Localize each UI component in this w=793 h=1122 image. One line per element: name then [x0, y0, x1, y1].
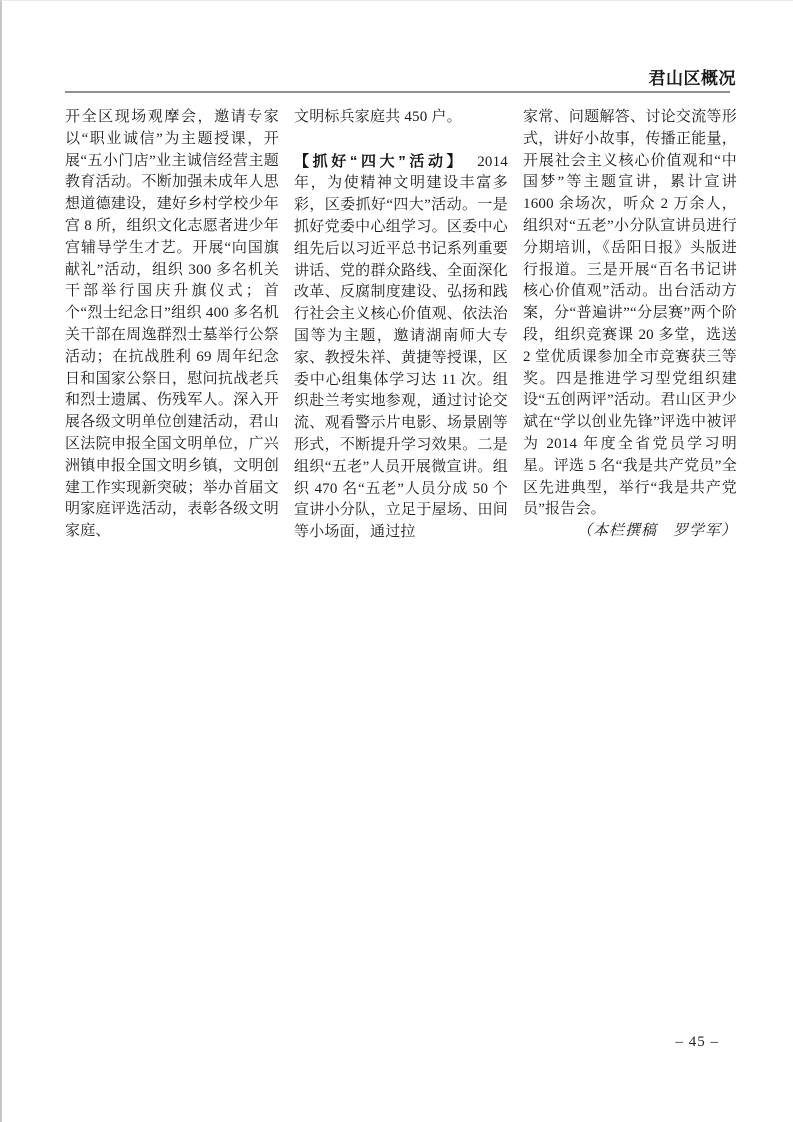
column-1-paragraph: 开全区现场观摩会，邀请专家以“职业诚信”为主题授课，开展“五小门店”业主诚信经营主题教育活动。不断加强未成年人思想道德建设，建好乡村学校少年宫 8 所，组织文化志愿者进少年宫辅导学生才艺。开展“向国旗献礼”活动，组织 300 多名机关干部举行国庆升旗仪式；首个“烈士纪念日”组织 400 多名机关干部在周逸群烈士墓举行公祭活动；在抗战胜利 69 周年纪念日和国家公祭日，慰问抗战老兵和烈士遗属、伤残军人。深入开展各级文明单位创建活动，君山区法院申报全国文明单位，广兴洲镇申报全国文明乡镇，文明创建工作实现新突破；举办首届文明家庭评选活动，表彰各级文明家庭、	[65, 109, 279, 540]
column-3-paragraph: 家常、问题解答、讨论交流等形式，讲好小故事，传播正能量，开展社会主义核心价值观和“中国梦”等主题宣讲，累计宣讲 1600 余场次，听众 2 万余人，组织对“五老”小分队宣讲员进行分期培训，《岳阳日报》头版进行报道。三是开展“百名书记讲核心价值观”活动。出台活动方案，分“普遍讲”“分层赛”两个阶段，组织竞赛课 20 多堂，选送 2 堂优质课参加全市竞赛获三等奖。四是推进学习型党组织建设“五创两评”活动。君山区尹少斌在“学以创业先锋”评选中被评为 2014 年度全省党员学习明星。评选 5 名“我是共产党员”全区先进典型，举行“我是共产党员”报告会。	[523, 109, 737, 518]
header-rule	[65, 91, 730, 93]
byline: （本栏撰稿 罗学军）	[576, 523, 737, 540]
article-columns	[65, 107, 737, 544]
page-number: – 45 –	[675, 1034, 719, 1050]
running-head-title: 君山区概况	[648, 69, 736, 88]
column-3	[523, 107, 737, 544]
entry-body-text: 2014 年，为使精神文明建设丰富多彩，区委抓好“四大”活动。一是抓好党委中心组学习。区委中心组先后以习近平总书记系列重要讲话、党的群众路线、全面深化改革、反腐制度建设、弘扬和践行社会主义核心价值观、依法治国等为主题，邀请湖南师大专家、教授朱祥、黄捷等授课，区委中心组集体学习达 11 次。组织赴兰考实地参观，通过讨论交流、观看警示片电影、场景剧等形式，不断提升学习效果。二是组织“五老”人员开展微宣讲。组织 470 名“五老”人员分成 50 个宣讲小分队，立足于屋场、田间等小场面，通过拉	[294, 153, 508, 541]
column-2-paragraph-end: 文明标兵家庭共 450 户。	[294, 109, 462, 125]
entry-paragraph	[294, 151, 508, 544]
entry-heading: 【抓好“四大”活动】	[294, 152, 466, 170]
column-1	[65, 107, 279, 544]
column-2	[294, 107, 508, 544]
